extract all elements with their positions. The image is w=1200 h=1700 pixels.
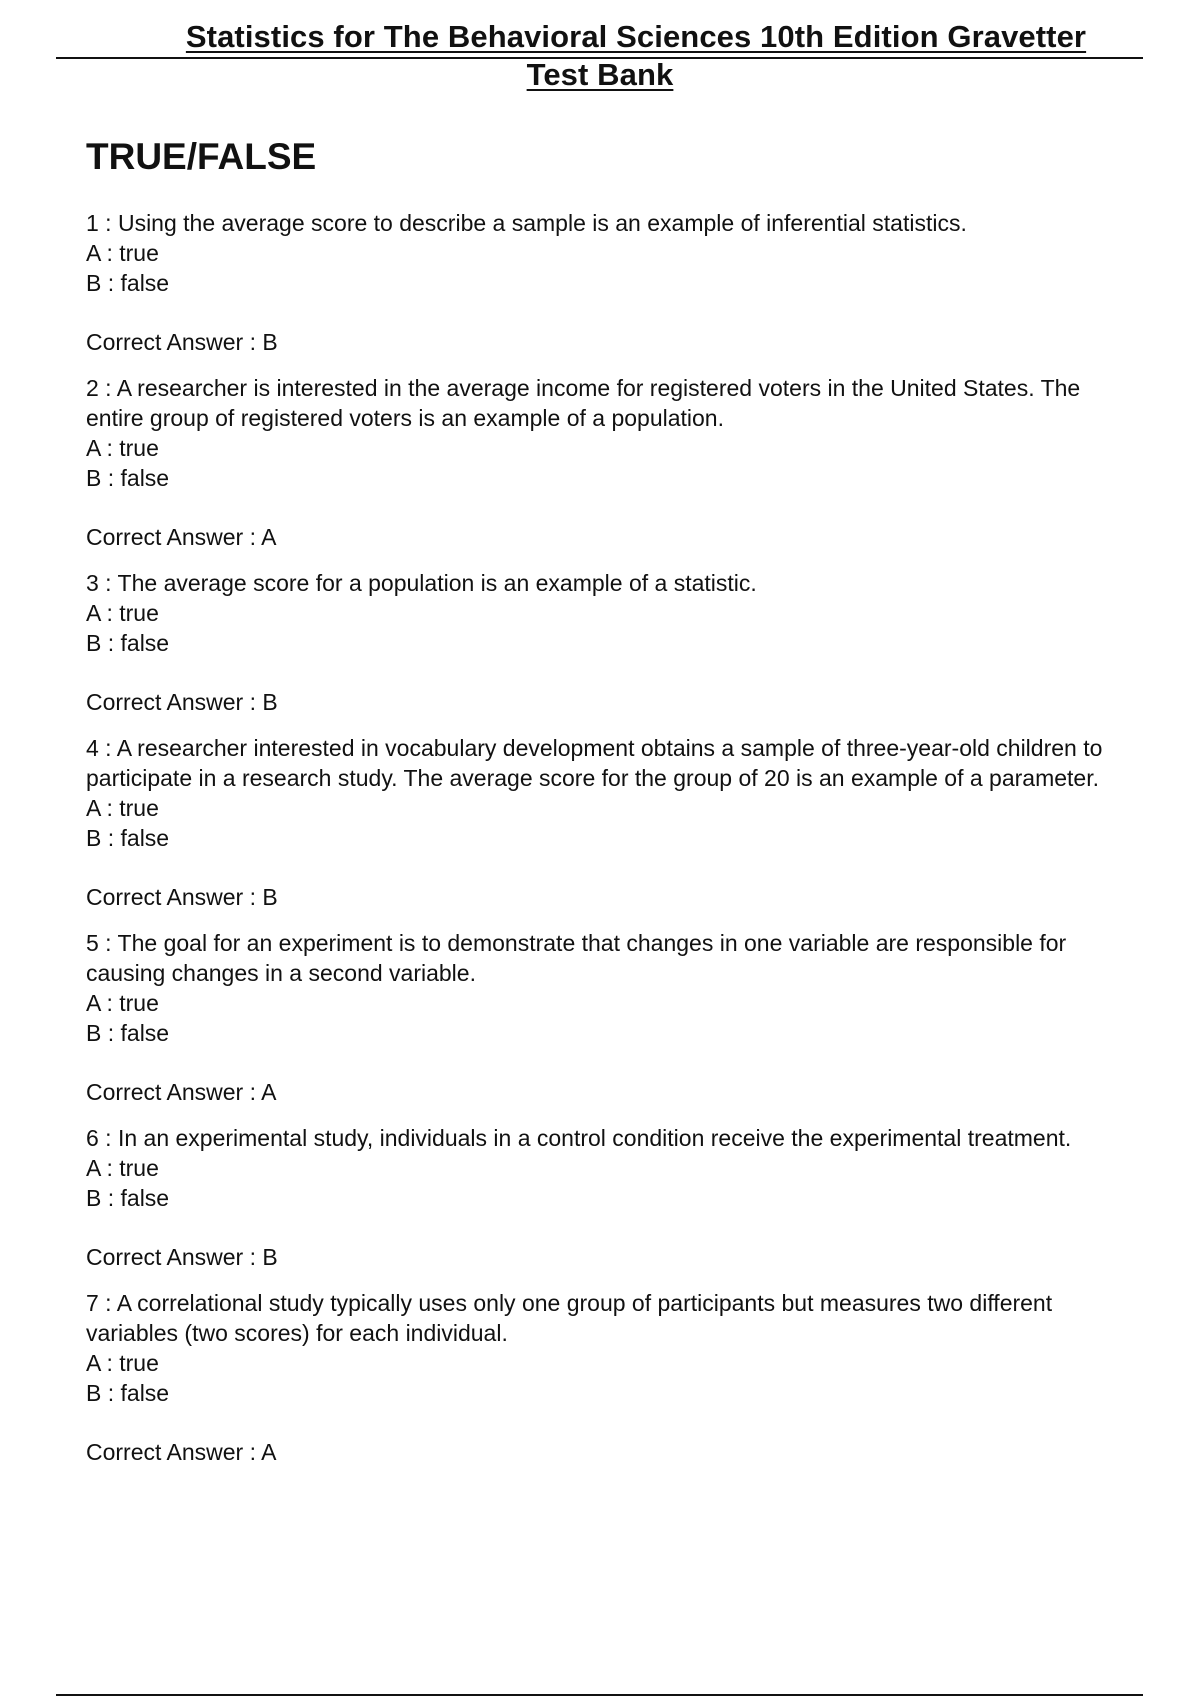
question-text: 1 : Using the average score to describe a sample is an example of inferential statistics.	[86, 210, 967, 236]
option-a: A : true	[86, 435, 159, 461]
question-1	[86, 208, 1126, 357]
question-list	[86, 208, 1126, 1483]
correct-answer: Correct Answer : A	[86, 1079, 277, 1105]
question-6	[86, 1123, 1126, 1272]
option-a: A : true	[86, 990, 159, 1016]
document-subtitle: Test Bank	[526, 57, 674, 92]
question-text: 3 : The average score for a population is an example of a statistic.	[86, 570, 757, 596]
correct-answer: Correct Answer : B	[86, 884, 278, 910]
question-text: 6 : In an experimental study, individuals in a control condition receive the experimental treatment.	[86, 1125, 1072, 1151]
section-heading: TRUE/FALSE	[86, 136, 317, 177]
option-b: B : false	[86, 1380, 170, 1406]
correct-answer: Correct Answer : B	[86, 329, 278, 355]
question-4	[86, 733, 1126, 912]
question-2	[86, 373, 1126, 552]
option-b: B : false	[86, 630, 170, 656]
option-a: A : true	[86, 600, 159, 626]
question-3	[86, 568, 1126, 717]
correct-answer: Correct Answer : A	[86, 1439, 277, 1465]
question-text: 4 : A researcher interested in vocabulary development obtains a sample of three-year-old children to participate in a research study. The average score for the group of 20 is an example of a parameter.	[86, 735, 1103, 791]
option-a: A : true	[86, 1350, 159, 1376]
question-text: 2 : A researcher is interested in the average income for registered voters in the United States. The entire group of registered voters is an example of a population.	[86, 375, 1081, 431]
option-a: A : true	[86, 240, 159, 266]
option-b: B : false	[86, 1185, 170, 1211]
question-text: 7 : A correlational study typically uses only one group of participants but measures two different variables (two scores) for each individual.	[86, 1290, 1053, 1346]
option-b: B : false	[86, 270, 170, 296]
question-5	[86, 928, 1126, 1107]
option-b: B : false	[86, 825, 170, 851]
footer-rule	[56, 1694, 1143, 1696]
question-7	[86, 1288, 1126, 1467]
correct-answer: Correct Answer : A	[86, 524, 277, 550]
option-b: B : false	[86, 1020, 170, 1046]
correct-answer: Correct Answer : B	[86, 1244, 278, 1270]
option-b: B : false	[86, 465, 170, 491]
option-a: A : true	[86, 795, 159, 821]
option-a: A : true	[86, 1155, 159, 1181]
question-text: 5 : The goal for an experiment is to demonstrate that changes in one variable are responsible for causing changes in a second variable.	[86, 930, 1067, 986]
document-title: Statistics for The Behavioral Sciences 10th Edition Gravetter	[185, 19, 1087, 54]
correct-answer: Correct Answer : B	[86, 689, 278, 715]
